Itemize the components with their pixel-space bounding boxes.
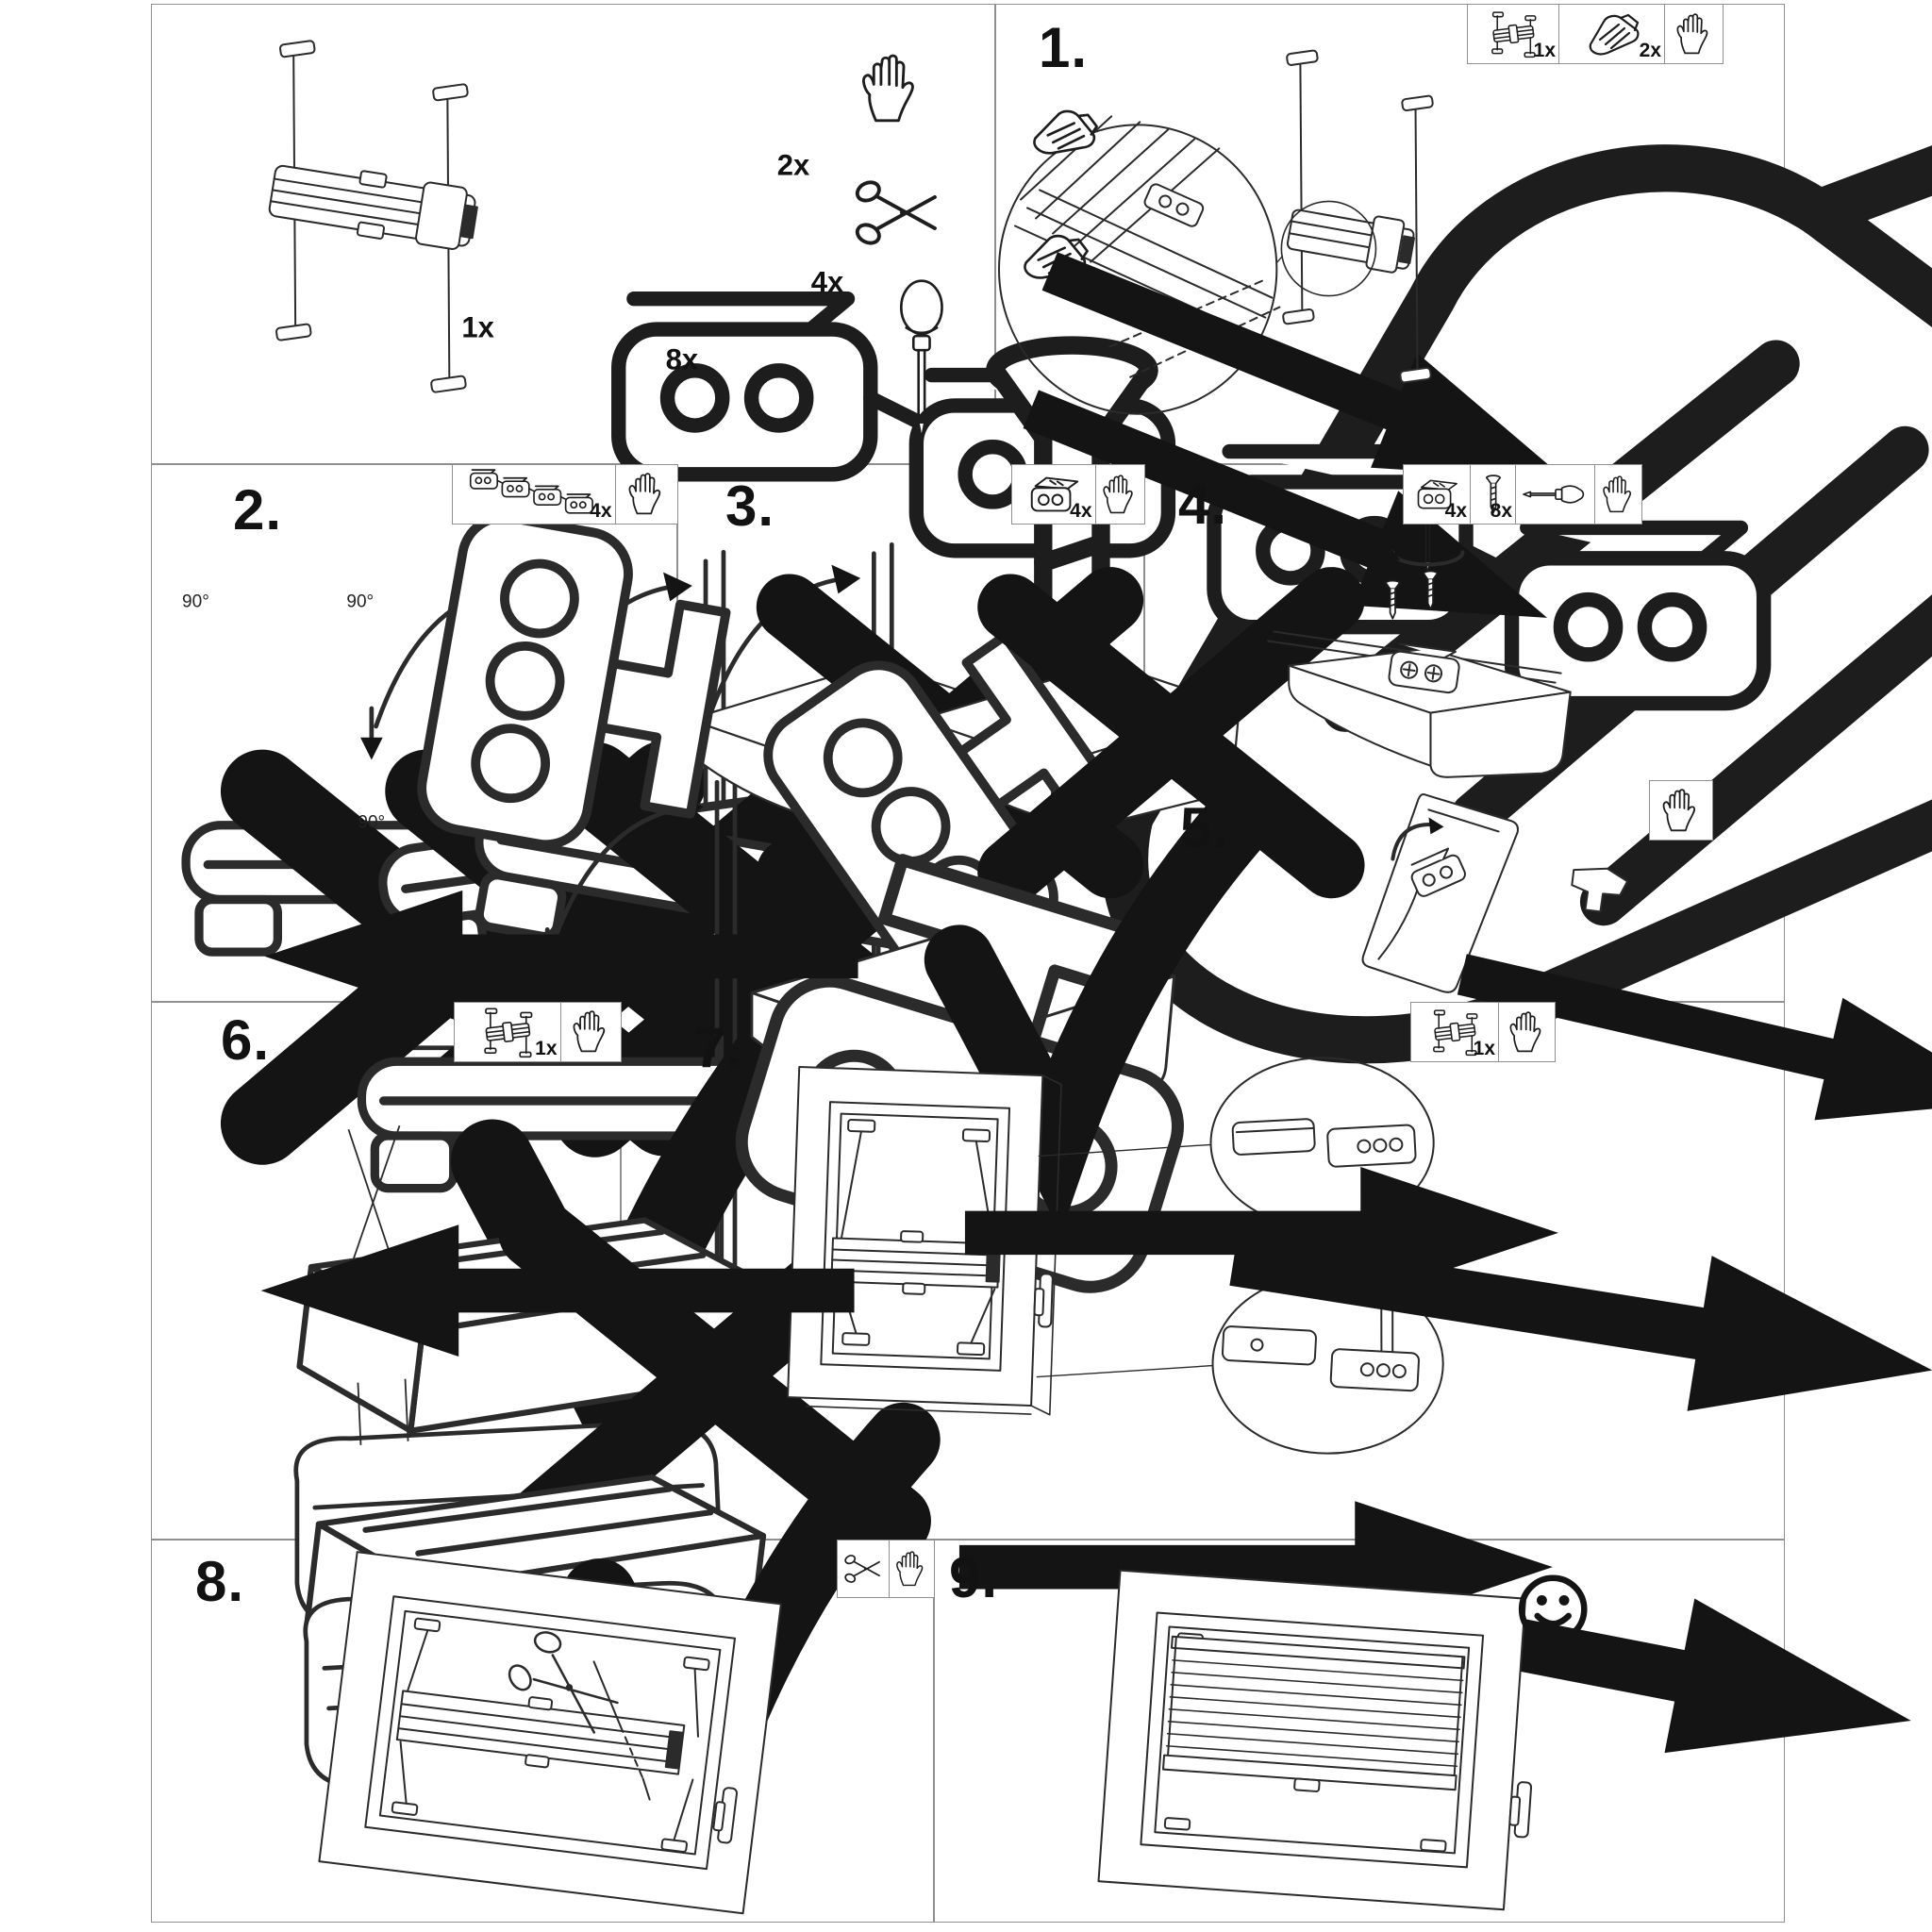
panel-step-1 — [995, 4, 1785, 464]
step1-part-clip — [1558, 5, 1664, 63]
step7-count: 1x — [1473, 1037, 1495, 1059]
step-number-3: 3. — [725, 475, 775, 538]
step2-hand — [615, 465, 677, 524]
count-clip: 2x — [776, 148, 810, 182]
panel-step-5 — [1144, 780, 1785, 1002]
clip-icon — [1581, 10, 1643, 58]
step-number-7: 7. — [694, 1016, 744, 1079]
step1-count-blind: 1x — [1533, 39, 1556, 61]
step2-parts-box — [452, 464, 678, 525]
step8-parts-box — [837, 1540, 935, 1598]
step-number-8: 8. — [195, 1550, 245, 1613]
blind-unit-icon — [1486, 9, 1541, 58]
step-number-5: 5. — [1180, 796, 1230, 859]
step3-parts-box — [1011, 464, 1145, 525]
step4-part-screw — [1470, 465, 1515, 524]
step6-parts-box — [454, 1002, 622, 1062]
step5-parts-box — [1649, 780, 1713, 841]
blind-unit-icon — [477, 1006, 538, 1058]
panel-step-7 — [621, 1002, 1785, 1540]
count-blind-unit: 1x — [461, 310, 494, 344]
step4-part-bracket — [1404, 465, 1470, 524]
hand-icon — [571, 1008, 611, 1055]
step2-count: 4x — [590, 499, 612, 522]
bracket-strip-icon — [469, 469, 599, 520]
step4-count-bracket: 4x — [1444, 499, 1467, 522]
step5-hand — [1650, 781, 1712, 840]
scissors-icon — [855, 179, 935, 247]
panel-step-4 — [1144, 464, 1785, 780]
blind-unit-drawing — [268, 41, 480, 392]
hand-icon — [863, 56, 912, 121]
step6-count: 1x — [535, 1037, 558, 1059]
hand-icon — [1660, 787, 1702, 834]
window-drawing — [319, 1552, 780, 1913]
step8-scissors — [838, 1541, 889, 1597]
step7-part-blind — [1411, 1003, 1498, 1061]
step-number-1: 1. — [1039, 16, 1089, 79]
step7-parts-box — [1410, 1002, 1556, 1062]
step1-parts-box — [1467, 4, 1724, 64]
panel-step-9 — [934, 1540, 1785, 1923]
window-drawing — [1098, 1571, 1543, 1911]
step4-hand — [1594, 465, 1641, 524]
angle-label: 90° — [182, 591, 209, 612]
hand-icon — [1674, 11, 1714, 57]
step-number-6: 6. — [221, 1008, 271, 1072]
step-number-2: 2. — [233, 478, 283, 541]
count-bracket-strip: 4x — [810, 265, 844, 299]
step4-screwdriver — [1515, 465, 1594, 524]
panel-step-3 — [677, 464, 1144, 1002]
step1-count-clip: 2x — [1639, 39, 1661, 61]
step7-hand — [1498, 1003, 1555, 1061]
angle-label: 90° — [346, 591, 375, 612]
step6-part-blind — [455, 1003, 560, 1061]
panel-parts-overview — [151, 4, 995, 464]
step-number-9: 9. — [949, 1546, 999, 1609]
step1-part-blind — [1468, 5, 1558, 63]
step-number-4: 4. — [1178, 473, 1228, 536]
hand-icon — [894, 1549, 928, 1589]
hand-icon — [1507, 1009, 1547, 1055]
step9-figure — [935, 1541, 1784, 1922]
step8-figure — [152, 1541, 933, 1922]
step4-parts-box — [1403, 464, 1642, 525]
scissors-icon — [843, 1549, 883, 1589]
step1-figure — [996, 5, 1784, 463]
hand-icon — [1601, 474, 1637, 515]
step6-hand — [560, 1003, 621, 1061]
hand-icon — [626, 471, 667, 517]
hand-icon — [1101, 473, 1139, 516]
smiley-icon — [1522, 1578, 1584, 1641]
step3-figure — [678, 465, 1143, 1001]
parts-overview-figure — [152, 5, 994, 463]
panel-step-8 — [151, 1540, 934, 1923]
step4-count-screw: 8x — [1490, 499, 1512, 522]
step2-part-bracket-strip — [453, 465, 615, 524]
step3-hand — [1095, 465, 1144, 524]
step3-part-bracket — [1012, 465, 1095, 524]
count-screw: 8x — [665, 342, 699, 376]
angle-label: 90° — [358, 812, 386, 833]
step3-count: 4x — [1070, 499, 1092, 522]
step1-hand — [1664, 5, 1723, 63]
step8-hand — [889, 1541, 934, 1597]
sash-corner-drawing — [1268, 632, 1570, 777]
cover-piece-drawing — [1565, 860, 1629, 918]
step7-figure — [622, 1003, 1784, 1539]
screwdriver-icon — [1521, 483, 1591, 506]
